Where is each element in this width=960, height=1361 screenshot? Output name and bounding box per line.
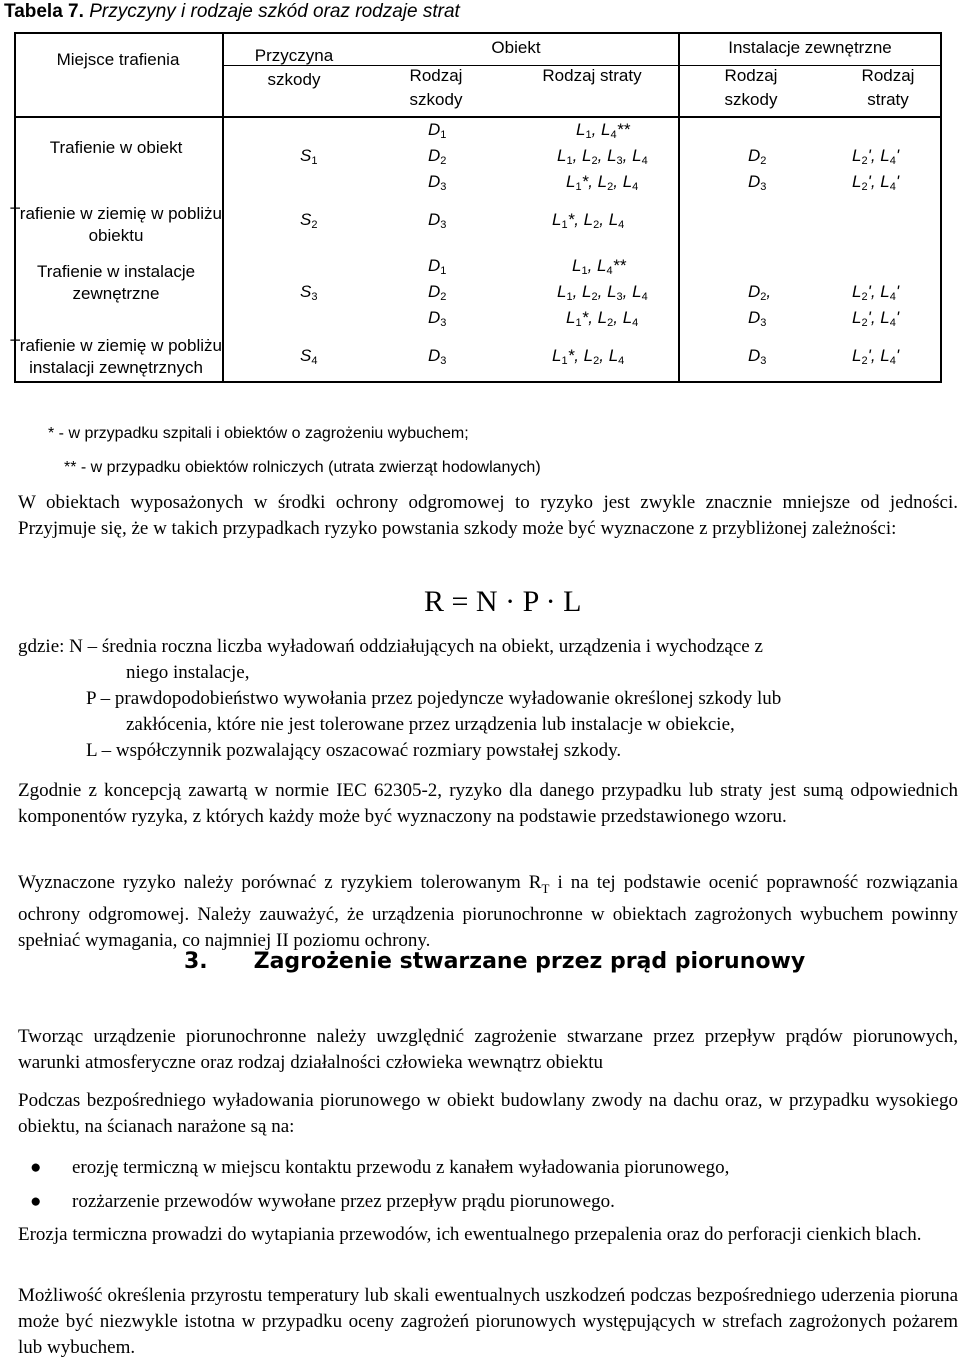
place-ground-near-object-line2: obiektu bbox=[88, 226, 144, 245]
r3-loss-2: $L_1$, $L_2$, $L_3$, $L_4$ bbox=[557, 282, 648, 303]
r4-loss: $L_1*$, $L_2$, $L_4$ bbox=[552, 346, 625, 367]
table-label: Tabela 7. bbox=[4, 1, 84, 22]
place-object: Trafienie w obiekt bbox=[49, 138, 183, 157]
place-ground-near-inst-line1: Trafienie w ziemię w pobliżu bbox=[10, 336, 222, 355]
paragraph-tolerable-risk: Wyznaczone ryzyko należy porównać z ryzykiem tolerowanym $R_T$ i na tej podstawie ocenić poprawność rozwiązania ochrony odgromowej. Należy zauważyć, że urządzenia piorunochronne w obiektach zagrożonych wybuchem powinny spełniać wymagania, co najmniej II poziomu ochrony. bbox=[18, 872, 958, 951]
definition-l: L – współczynnik pozwalający oszacować rozmiary powstałej szkody. bbox=[86, 740, 622, 761]
r1-loss-3: $L_1*$, $L_2$, $L_4$ bbox=[566, 172, 639, 193]
r1-ext-loss-2: $L_2'$, $L_4'$ bbox=[852, 172, 900, 193]
header-obj-damage-line1: Rodzaj bbox=[409, 66, 463, 85]
cause-s3: $S_3$ bbox=[300, 282, 318, 303]
definition-p-line1: P – prawdopodobieństwo wywołania przez pojedyncze wyładowanie określonej szkody lub bbox=[86, 688, 782, 709]
header-obj-damage-line2: szkody bbox=[409, 90, 463, 109]
paragraph-direct-strike: Podczas bezpośredniego wyładowania piorunowego w obiekt budowlany zwody na dachu oraz, w przypadku wysokiego obiektu, na ścianach narażone są na: bbox=[18, 1090, 958, 1137]
footnote-star: * - w przypadku szpitali i obiektów o zagrożeniu wybuchem; bbox=[48, 425, 469, 442]
section-heading bbox=[184, 947, 805, 977]
footnote-double-star: ** - w przypadku obiektów rolniczych (utrata zwierząt hodowlanych) bbox=[64, 459, 541, 476]
bullet-text-2: rozżarzenie przewodów wywołane przez przepływ prądu piorunowego. bbox=[72, 1191, 615, 1212]
header-ext-loss-line2: straty bbox=[867, 90, 909, 109]
place-installations-line2: zewnętrzne bbox=[72, 284, 160, 303]
definition-n-line2: niego instalacje, bbox=[126, 662, 250, 683]
r3-ext-loss-1: $L_2'$, $L_4'$ bbox=[852, 282, 900, 303]
r3-ext-damage-2: $D_3$ bbox=[748, 308, 767, 329]
definition-p-line2: zakłócenia, które nie jest tolerowane przez urządzenia lub instalacje w obiekcie, bbox=[126, 714, 735, 735]
header-place: Miejsce trafienia bbox=[56, 50, 180, 69]
r3-ext-damage-1: $D_2$, bbox=[748, 282, 772, 303]
place-ground-near-object-line1: Trafienie w ziemię w pobliżu bbox=[10, 204, 222, 223]
bullet-dot-icon: ● bbox=[30, 1157, 42, 1178]
r1-ext-damage-1: $D_2$ bbox=[748, 146, 767, 167]
header-ext: Instalacje zewnętrzne bbox=[728, 38, 892, 57]
r3-damage-2: $D_2$ bbox=[428, 282, 447, 303]
r1-damage-2: $D_2$ bbox=[428, 146, 447, 167]
bullet-dot-icon: ● bbox=[30, 1191, 42, 1212]
r2-damage: $D_3$ bbox=[428, 210, 447, 231]
header-obj-loss: Rodzaj straty bbox=[542, 66, 642, 85]
r4-ext-loss: $L_2'$, $L_4'$ bbox=[852, 346, 900, 367]
bullet-item-1 bbox=[30, 1155, 729, 1181]
paragraph-temperature: Możliwość określenia przyrostu temperatury lub skali ewentualnych uszkodzeń podczas bezpośredniego uderzenia pioruna może być niezwykle istotna w przypadku oceny zagrożeń piorunowych występujących w strefach zagrożonych pożarem lub wybuchem. bbox=[18, 1285, 958, 1358]
r3-loss-3: $L_1*$, $L_2$, $L_4$ bbox=[566, 308, 639, 329]
header-object: Obiekt bbox=[491, 38, 541, 57]
r3-damage-1: $D_1$ bbox=[428, 256, 447, 277]
r1-loss-2: $L_1$, $L_2$, $L_3$, $L_4$ bbox=[557, 146, 648, 167]
paragraph-risk-intro: W obiektach wyposażonych w środki ochrony odgromowej to ryzyko jest zwykle znacznie mniejsze od jedności. Przyjmuje się, że w takich przypadkach ryzyko powstania szkody może być wyznaczone z przybliżonej zależności: bbox=[18, 492, 958, 539]
r3-loss-1: $L_1$, $L_4**$ bbox=[572, 256, 626, 277]
place-installations-line1: Trafienie w instalacje bbox=[36, 262, 196, 281]
table-title: Przyczyny i rodzaje szkód oraz rodzaje strat bbox=[89, 1, 460, 22]
header-ext-loss-line1: Rodzaj bbox=[861, 66, 915, 85]
r2-loss: $L_1*$, $L_2$, $L_4$ bbox=[552, 210, 625, 231]
causes-table bbox=[10, 32, 942, 383]
cause-s4: $S_4$ bbox=[300, 346, 318, 367]
r1-damage-1: $D_1$ bbox=[428, 120, 447, 141]
r1-damage-3: $D_3$ bbox=[428, 172, 447, 193]
r1-ext-loss-1: $L_2'$, $L_4'$ bbox=[852, 146, 900, 167]
place-ground-near-inst-line2: instalacji zewnętrznych bbox=[29, 358, 203, 377]
r1-loss-1: $L_1$, $L_4**$ bbox=[576, 120, 630, 141]
r3-damage-3: $D_3$ bbox=[428, 308, 447, 329]
bullet-item-2 bbox=[30, 1189, 615, 1215]
table-divider-2 bbox=[678, 34, 680, 381]
header-cause-line2: szkody bbox=[267, 70, 321, 89]
paragraph-iec: Zgodnie z koncepcją zawartą w normie IEC 62305-2, ryzyko dla danego przypadku lub straty jest sumą odpowiednich komponentów ryzyka, z których każdy może być wyznaczony na podstawie przedstawionego wzoru. bbox=[18, 780, 958, 827]
r4-damage: $D_3$ bbox=[428, 346, 447, 367]
definition-n-line1: gdzie: N – średnia roczna liczba wyładowań oddziałujących na obiekt, urządzenia i wychodzące z bbox=[18, 636, 763, 657]
paragraph-currents: Tworząc urządzenie piorunochronne należy uwzględnić zagrożenie stwarzane przez przepływ prądów piorunowych, warunki atmosferyczne oraz rodzaj działalności człowieka wewnątrz obiektu bbox=[18, 1026, 958, 1073]
paragraph-erosion: Erozja termiczna prowadzi do wytapiania przewodów, ich ewentualnego przepalenia oraz do perforacji cienkich blach. bbox=[18, 1224, 922, 1245]
r4-ext-damage: $D_3$ bbox=[748, 346, 767, 367]
cause-s2: $S_2$ bbox=[300, 210, 318, 231]
section-heading-text: 3. Zagrożenie stwarzane przez prąd piorunowy bbox=[184, 949, 806, 974]
cause-s1: $S_1$ bbox=[300, 146, 318, 167]
bullet-text-1: erozję termiczną w miejscu kontaktu przewodu z kanałem wyładowania piorunowego, bbox=[72, 1157, 730, 1178]
header-cause-line1: Przyczyna bbox=[254, 46, 334, 65]
header-ext-damage-line1: Rodzaj bbox=[724, 66, 778, 85]
header-ext-damage-line2: szkody bbox=[724, 90, 778, 109]
table-caption bbox=[4, 0, 460, 24]
risk-formula: R = N · P · L bbox=[424, 585, 582, 618]
r3-ext-loss-2: $L_2'$, $L_4'$ bbox=[852, 308, 900, 329]
r1-ext-damage-2: $D_3$ bbox=[748, 172, 767, 193]
table-divider-1 bbox=[222, 34, 224, 381]
header-bottom-rule bbox=[16, 116, 942, 118]
